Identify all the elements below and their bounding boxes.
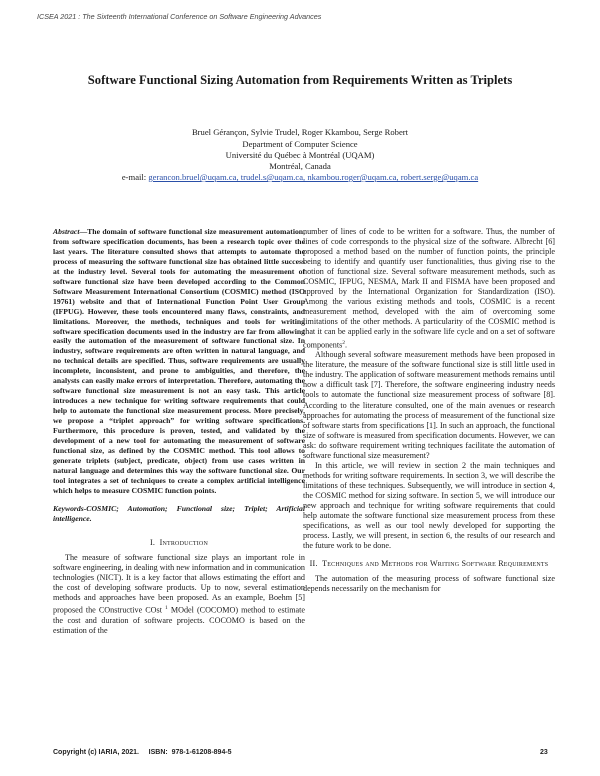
right-p1-end: . [345, 340, 348, 350]
section-2-heading [303, 559, 555, 569]
section-1-number: I. [149, 537, 156, 547]
right-paragraph-3: In this article, we will review in section 2 the main techniques and methods for writing software requirements. In section 3, we will describe the limitations of these techniques. Subsequently, we will introduce in section 4, the COSMIC method for sizing software. In section 5, we will introduce our new approach and technique for writing software requirements that could help automate the software functional size measurement process from these specifications, as well as our tool newly developed for supporting the process. Lastly, we will present, in section 6, the results of our research and the future work to be done. [303, 460, 555, 551]
left-column [53, 227, 305, 636]
right-p1-text: number of lines of code to be written for a software. Thus, the number of lines of code corresponds to the physical size of the software. Albrecht [6] proposed a method based on the number of function points, the principle being to identify and quantify user functionalities, thus giving rise to the notion of functional size. Several software measurement methods, such as COSMIC, IFPUG, NESMA, Mark II and FISMA have been proposed and approved by the International Organization for Standardization (ISO). Among the various existing methods and tools, COSMIC is a recent measurement method, developed with the aim of overcoming some limitations of the other methods. A particularity of the COSMIC method is that it can be applied early in the software life cycle and on a set of software components [303, 227, 555, 350]
abstract [53, 227, 305, 496]
section-2-number: II. [309, 559, 318, 569]
intro-text-tail: MOdel (COCOMO) method to estimate the cost and duration of software projects. COCOMO is based on the estimation of the [53, 605, 305, 635]
right-paragraph-1 [303, 227, 555, 350]
abstract-text: —The domain of software functional size measurement automation, from software specification documents, has been a research topic over the last years. The literature consulted shows that attempts to automate the process of measuring the software functional size has obtained little success at the industry level. Several tools for automating the measurement of software functional size have been developed according to the Common Software Measurement International Consortium (COSMIC) method (ISO 19761) website and that of International Function Point User Group (IFPUG). However, these tools encountered many flaws, constraints, and limitations. Moreover, the methods, techniques and tools for writing software specification documents used in the industry are far from allowing easily the automation of the measurement of software functional size. In industry, software requirements are often written in natural language, and no technical details are specified. Thus, software requirements are usually incomplete, inconsistent, and prone to ambiguities, and therefore, the analysts can easily make errors of interpretation. Therefore, automating the software functional size measurement is not an easy task. This article introduces a new technique for writing software requirements that could help to automate the functional size measurement process. More precisely, we propose a “triplet approach” for writing software specifications. Furthermore, this procedure is proven, tested, and validated by the development of a new tool for automating the measurement of software functional size, as defined by the COSMIC method. This tool allows to generate triplets (subject, predicate, object) from use cases written in natural language and determines this way the software functional size. Our tool integrates a set of techniques to create a complex artificial intelligence which helps to measure COSMIC function points. [53, 227, 305, 495]
intro-paragraph [53, 553, 305, 636]
page-number: 23 [540, 749, 548, 756]
right-paragraph-4: The automation of the measuring process of software functional size depends necessarily on the mechanism for [303, 574, 555, 594]
section-1-title: Introduction [159, 537, 208, 547]
keywords: Keywords-COSMIC; Automation; Functional size; Triplet; Artificial intelligence. [53, 503, 305, 523]
abstract-lead: Abstract [53, 227, 80, 236]
intro-text: The measure of software functional size plays an important role in software engineering, in dealing with new information and in communication technologies (NICT). It is a key factor that allows estimating the effort and the cost of developing software products. Up to now, several estimation methods and approaches have been proposed. As an example, Boehm [5] proposed the COnstructive COst [53, 552, 305, 615]
city: Montréal, Canada [269, 161, 331, 171]
author-names: Bruel Gérançon, Sylvie Trudel, Roger Kkambou, Serge Robert [191, 127, 409, 137]
right-column [303, 227, 555, 594]
footnote-mark-1: 1 [165, 605, 168, 612]
email-line [0, 172, 600, 183]
section-2-title: Techniques and Methods for Writing Software Requirements [322, 559, 549, 569]
email-label: e-mail: [121, 172, 149, 182]
copyright-footer: Copyright (c) IARIA, 2021. ISBN: 978-1-61208-894-5 [53, 749, 232, 756]
email-links[interactable]: gerancon.bruel@uqam.ca, trudel.s@uqam.ca, nkambou.roger@uqam.ca, robert.serge@uqam.ca [148, 172, 479, 182]
right-paragraph-2: Although several software measurement methods have been proposed in the literature, the measure of the software functional size is still little used in the industry. The application of software measurement methods remains until now a difficult task [7]. Therefore, the software engineering industry needs tools to automate the functional size measurement process of software [8]. According to the literature consulted, one of the main avenues or research approaches for automating the process of measurement of the functional size of software starts from specifications [1]. In such an approach, the functional size of software is measured from specification documents. However, we can ask: do software requirement writing techniques facilitate the automation of software functional size measurement? [303, 350, 555, 460]
footnote-mark-2: 2 [342, 339, 346, 346]
department: Department of Computer Science [242, 139, 358, 149]
paper-title: Software Functional Sizing Automation from Requirements Written as Triplets [87, 73, 513, 87]
running-head: ICSEA 2021 : The Sixteenth International Conference on Software Engineering Advances [37, 12, 322, 21]
section-1-heading [53, 538, 305, 548]
author-block [0, 127, 600, 183]
university: Université du Québec à Montréal (UQAM) [225, 150, 375, 160]
